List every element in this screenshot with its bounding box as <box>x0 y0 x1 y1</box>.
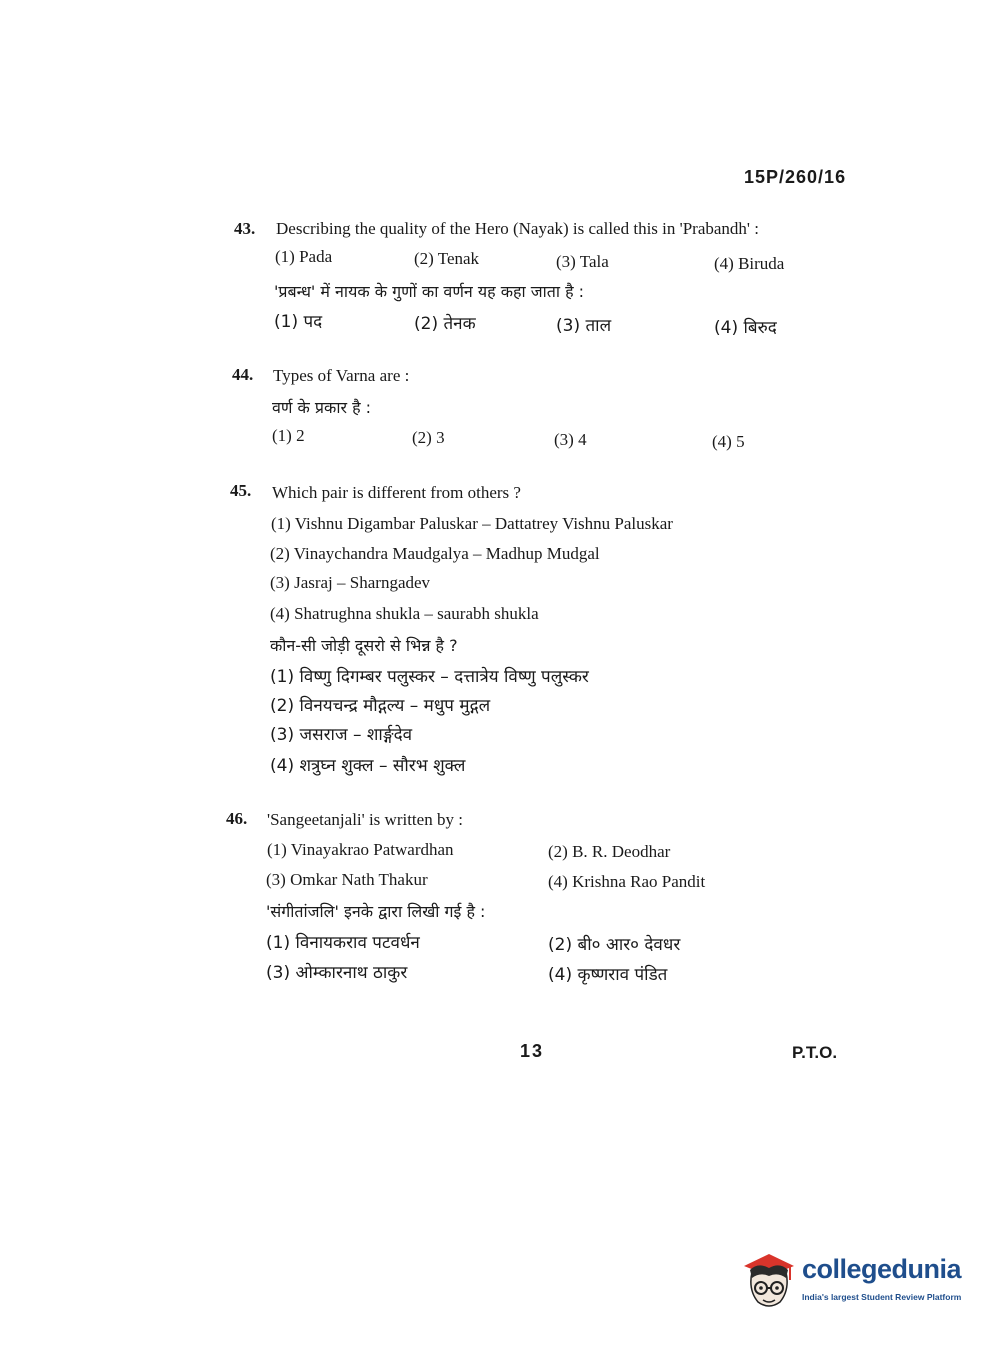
question-number: 43. <box>234 219 256 238</box>
option-4: (4) 5 <box>712 432 745 451</box>
mascot-icon <box>738 1250 800 1312</box>
question-text-hi: 'प्रबन्ध' में नायक के गुणों का वर्णन यह कहा जाता है : <box>274 282 585 301</box>
option-hi-1: (1) विष्णु दिगम्बर पलुस्कर – दत्तात्रेय विष्णु पलुस्कर <box>270 667 589 687</box>
option-hi-4: (4) शत्रुघ्न शुक्ल – सौरभ शुक्ल <box>270 756 466 776</box>
option-hi-4: (4) बिरुद <box>714 318 777 338</box>
option-en-3: (3) Omkar Nath Thakur <box>266 870 428 889</box>
page-number: 13 <box>520 1041 545 1061</box>
option-hi-2: (2) विनयचन्द्र मौद्गल्य – मधुप मुद्गल <box>270 696 491 716</box>
option-hi-3: (3) जसराज – शार्ङ्गदेव <box>270 725 413 745</box>
question-text-en: 'Sangeetanjali' is written by : <box>267 810 463 829</box>
question-text-en: Describing the quality of the Hero (Nayak) is called this in 'Prabandh' : <box>276 219 759 238</box>
option-en-2: (2) Vinaychandra Maudgalya – Madhup Mudgal <box>270 544 600 563</box>
pto-label: P.T.O. <box>792 1043 838 1062</box>
question-text-en: Which pair is different from others ? <box>272 483 521 502</box>
question-text-hi: 'संगीतांजलि' इनके द्वारा लिखी गई है : <box>266 902 486 921</box>
collegedunia-logo <box>738 1250 978 1314</box>
option-en-2: (2) B. R. Deodhar <box>548 842 671 861</box>
question-number: 45. <box>230 481 252 500</box>
question-number: 44. <box>232 365 254 384</box>
question-text-hi: कौन-सी जोड़ी दूसरो से भिन्न है ? <box>270 636 458 655</box>
question-text-en: Types of Varna are : <box>273 366 410 385</box>
option-en-4: (4) Biruda <box>714 254 785 273</box>
option-en-4: (4) Krishna Rao Pandit <box>548 872 706 891</box>
paper-code: 15P/260/16 <box>744 167 847 187</box>
question-text-hi: वर्ण के प्रकार है : <box>272 398 372 417</box>
option-en-4: (4) Shatrughna shukla – saurabh shukla <box>270 604 539 623</box>
option-en-2: (2) Tenak <box>414 249 480 268</box>
option-hi-3: (3) ओम्कारनाथ ठाकुर <box>266 963 408 983</box>
option-en-1: (1) Vishnu Digambar Paluskar – Dattatrey Vishnu Paluskar <box>271 514 673 533</box>
option-3: (3) 4 <box>554 430 587 449</box>
option-en-3: (3) Jasraj – Sharngadev <box>270 573 431 592</box>
option-en-1: (1) Pada <box>275 247 333 266</box>
question-number: 46. <box>226 809 248 828</box>
option-hi-1: (1) पद <box>274 312 323 332</box>
option-2: (2) 3 <box>412 428 445 447</box>
option-hi-3: (3) ताल <box>556 316 612 336</box>
option-1: (1) 2 <box>272 426 305 445</box>
option-hi-2: (2) तेनक <box>414 314 476 334</box>
option-hi-2: (2) बी० आर० देवधर <box>548 935 681 955</box>
brand-name: collegedunia <box>802 1254 962 1284</box>
brand-tagline: India's largest Student Review Platform <box>802 1292 962 1302</box>
option-en-3: (3) Tala <box>556 252 609 271</box>
option-hi-1: (1) विनायकराव पटवर्धन <box>266 933 420 953</box>
option-hi-4: (4) कृष्णराव पंडित <box>548 965 668 985</box>
option-en-1: (1) Vinayakrao Patwardhan <box>267 840 454 859</box>
